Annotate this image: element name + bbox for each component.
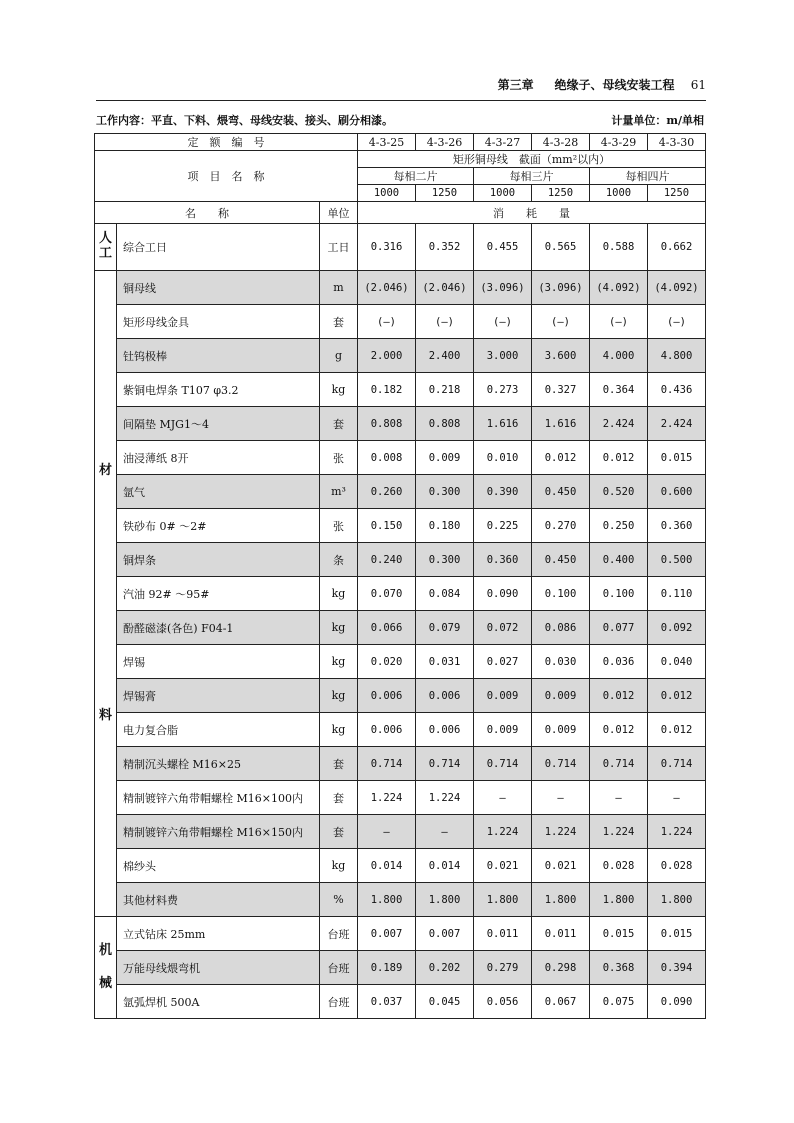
value-cell: 0.006 bbox=[416, 679, 474, 713]
value-cell: — bbox=[416, 815, 474, 849]
value-cell: 1.800 bbox=[474, 883, 532, 917]
value-cell: 0.012 bbox=[648, 713, 706, 747]
value-cell: 1.800 bbox=[590, 883, 648, 917]
item-unit: kg bbox=[320, 645, 358, 679]
item-unit: 套 bbox=[320, 781, 358, 815]
value-cell: 0.110 bbox=[648, 577, 706, 611]
item-name: 矩形母线金具 bbox=[117, 305, 320, 339]
value-cell: 2.424 bbox=[648, 407, 706, 441]
section-cell: 1000 bbox=[358, 185, 416, 202]
value-cell: 1.224 bbox=[590, 815, 648, 849]
item-name: 氩气 bbox=[117, 475, 320, 509]
value-cell: 0.012 bbox=[590, 679, 648, 713]
value-cell: 0.030 bbox=[532, 645, 590, 679]
value-cell: 0.009 bbox=[532, 713, 590, 747]
value-cell: — bbox=[358, 815, 416, 849]
value-cell: 0.079 bbox=[416, 611, 474, 645]
item-name: 精制沉头螺栓 M16×25 bbox=[117, 747, 320, 781]
material-row bbox=[95, 883, 706, 917]
value-cell: 1.800 bbox=[532, 883, 590, 917]
quota-table bbox=[94, 133, 706, 1019]
item-name: 紫铜电焊条 T107 φ3.2 bbox=[117, 373, 320, 407]
value-cell: 0.500 bbox=[648, 543, 706, 577]
value-cell: 0.400 bbox=[590, 543, 648, 577]
material-row bbox=[95, 509, 706, 543]
item-name: 焊锡 bbox=[117, 645, 320, 679]
material-row bbox=[95, 441, 706, 475]
item-unit: % bbox=[320, 883, 358, 917]
value-cell: (—) bbox=[532, 305, 590, 339]
value-cell: 0.012 bbox=[590, 713, 648, 747]
value-cell: 0.010 bbox=[474, 441, 532, 475]
value-cell: 1.224 bbox=[416, 781, 474, 815]
value-cell: 0.240 bbox=[358, 543, 416, 577]
value-cell: 0.006 bbox=[358, 679, 416, 713]
value-cell: 4.000 bbox=[590, 339, 648, 373]
category-label-top: 机 bbox=[98, 942, 112, 958]
value-cell: — bbox=[474, 781, 532, 815]
value-cell: 0.182 bbox=[358, 373, 416, 407]
item-unit: kg bbox=[320, 849, 358, 883]
section-cell: 1000 bbox=[474, 185, 532, 202]
code-cell: 4-3-29 bbox=[590, 134, 648, 151]
measure-unit: 计量单位：m/单相 bbox=[611, 114, 704, 127]
value-cell: 0.015 bbox=[590, 917, 648, 951]
value-cell: 0.390 bbox=[474, 475, 532, 509]
group-cell: 每相三片 bbox=[474, 168, 590, 185]
material-row bbox=[95, 679, 706, 713]
value-cell: 0.066 bbox=[358, 611, 416, 645]
value-cell: (—) bbox=[358, 305, 416, 339]
value-cell: 0.011 bbox=[474, 917, 532, 951]
code-cell: 4-3-30 bbox=[648, 134, 706, 151]
item-unit: m bbox=[320, 271, 358, 305]
value-cell: 0.455 bbox=[474, 224, 532, 271]
category-label-bottom: 械 bbox=[98, 975, 112, 991]
item-name-label: 项 目 名 称 bbox=[95, 151, 358, 202]
category-cell bbox=[95, 271, 117, 917]
value-cell: 0.600 bbox=[648, 475, 706, 509]
item-name: 铁砂布 0# ～2# bbox=[117, 509, 320, 543]
name-column-header: 名 称 bbox=[95, 202, 320, 224]
value-cell: 0.150 bbox=[358, 509, 416, 543]
material-row bbox=[95, 305, 706, 339]
item-unit: m³ bbox=[320, 475, 358, 509]
item-unit: 套 bbox=[320, 305, 358, 339]
value-cell: 0.225 bbox=[474, 509, 532, 543]
unit-column-header: 单位 bbox=[320, 202, 358, 224]
material-row bbox=[95, 475, 706, 509]
value-cell: 0.015 bbox=[648, 917, 706, 951]
material-row bbox=[95, 781, 706, 815]
material-row bbox=[95, 611, 706, 645]
item-unit: 张 bbox=[320, 509, 358, 543]
category-label-bottom: 料 bbox=[98, 707, 112, 723]
group-cell: 每相四片 bbox=[590, 168, 706, 185]
value-cell: 0.714 bbox=[416, 747, 474, 781]
item-name: 综合工日 bbox=[117, 224, 320, 271]
value-cell: (—) bbox=[648, 305, 706, 339]
page-header bbox=[96, 74, 706, 101]
value-cell: 1.800 bbox=[358, 883, 416, 917]
value-cell: 0.300 bbox=[416, 475, 474, 509]
item-name: 棉纱头 bbox=[117, 849, 320, 883]
value-cell: 0.100 bbox=[590, 577, 648, 611]
value-cell: 0.180 bbox=[416, 509, 474, 543]
item-unit: kg bbox=[320, 373, 358, 407]
category-label: 人工 bbox=[98, 231, 112, 261]
value-cell: 0.027 bbox=[474, 645, 532, 679]
item-unit: 工日 bbox=[320, 224, 358, 271]
value-cell: 0.021 bbox=[474, 849, 532, 883]
value-cell: 2.424 bbox=[590, 407, 648, 441]
value-cell: 0.009 bbox=[474, 679, 532, 713]
value-cell: 0.714 bbox=[648, 747, 706, 781]
value-cell: 0.808 bbox=[358, 407, 416, 441]
value-cell: 1.616 bbox=[532, 407, 590, 441]
value-cell: 0.360 bbox=[474, 543, 532, 577]
value-cell: 0.588 bbox=[590, 224, 648, 271]
value-cell: 1.616 bbox=[474, 407, 532, 441]
item-unit: 套 bbox=[320, 815, 358, 849]
value-cell: 1.224 bbox=[358, 781, 416, 815]
busbar-title: 矩形铜母线 截面（mm²以内） bbox=[358, 151, 706, 168]
value-cell: 0.037 bbox=[358, 985, 416, 1019]
value-cell: 0.040 bbox=[648, 645, 706, 679]
material-row bbox=[95, 645, 706, 679]
value-cell: 0.009 bbox=[416, 441, 474, 475]
value-cell: 0.450 bbox=[532, 475, 590, 509]
chapter-label: 第三章 bbox=[497, 78, 534, 92]
material-row bbox=[95, 543, 706, 577]
material-row bbox=[95, 747, 706, 781]
item-name: 焊锡膏 bbox=[117, 679, 320, 713]
value-cell: 0.714 bbox=[590, 747, 648, 781]
value-cell: (2.046) bbox=[358, 271, 416, 305]
value-cell: 0.714 bbox=[532, 747, 590, 781]
value-cell: 0.450 bbox=[532, 543, 590, 577]
material-row bbox=[95, 577, 706, 611]
code-cell: 4-3-28 bbox=[532, 134, 590, 151]
value-cell: — bbox=[532, 781, 590, 815]
item-name: 精制镀锌六角带帽螺栓 M16×150内 bbox=[117, 815, 320, 849]
value-cell: 0.009 bbox=[532, 679, 590, 713]
value-cell: 1.224 bbox=[648, 815, 706, 849]
value-cell: 0.007 bbox=[358, 917, 416, 951]
value-cell: (2.046) bbox=[416, 271, 474, 305]
value-cell: 0.520 bbox=[590, 475, 648, 509]
item-unit: 台班 bbox=[320, 985, 358, 1019]
value-cell: 0.279 bbox=[474, 951, 532, 985]
value-cell: 0.009 bbox=[474, 713, 532, 747]
value-cell: 1.224 bbox=[532, 815, 590, 849]
running-head bbox=[498, 76, 706, 93]
item-unit: g bbox=[320, 339, 358, 373]
labor-row bbox=[95, 224, 706, 271]
value-cell: (4.092) bbox=[590, 271, 648, 305]
value-cell: 1.224 bbox=[474, 815, 532, 849]
value-cell: 0.070 bbox=[358, 577, 416, 611]
value-cell: 0.031 bbox=[416, 645, 474, 679]
value-cell: 0.189 bbox=[358, 951, 416, 985]
item-name: 万能母线煨弯机 bbox=[117, 951, 320, 985]
item-name: 铜母线 bbox=[117, 271, 320, 305]
item-unit: kg bbox=[320, 611, 358, 645]
value-cell: 0.072 bbox=[474, 611, 532, 645]
value-cell: 1.800 bbox=[648, 883, 706, 917]
item-name: 铜焊条 bbox=[117, 543, 320, 577]
group-cell: 每相二片 bbox=[358, 168, 474, 185]
machine-row bbox=[95, 985, 706, 1019]
value-cell: 0.662 bbox=[648, 224, 706, 271]
value-cell: (4.092) bbox=[648, 271, 706, 305]
value-cell: 0.021 bbox=[532, 849, 590, 883]
value-cell: 0.316 bbox=[358, 224, 416, 271]
value-cell: 0.036 bbox=[590, 645, 648, 679]
value-cell: 0.077 bbox=[590, 611, 648, 645]
item-unit: kg bbox=[320, 577, 358, 611]
category-cell bbox=[95, 917, 117, 1019]
category-cell bbox=[95, 224, 117, 271]
value-cell: 0.300 bbox=[416, 543, 474, 577]
section-cell: 1250 bbox=[532, 185, 590, 202]
material-row bbox=[95, 339, 706, 373]
item-unit: 套 bbox=[320, 747, 358, 781]
quota-number-label: 定 额 编 号 bbox=[95, 134, 358, 151]
item-name: 氩弧焊机 500A bbox=[117, 985, 320, 1019]
value-cell: 0.808 bbox=[416, 407, 474, 441]
value-cell: 0.092 bbox=[648, 611, 706, 645]
value-cell: 0.327 bbox=[532, 373, 590, 407]
material-row bbox=[95, 407, 706, 441]
item-name: 间隔垫 MJG1～4 bbox=[117, 407, 320, 441]
value-cell: 0.202 bbox=[416, 951, 474, 985]
material-row bbox=[95, 271, 706, 305]
value-cell: 0.714 bbox=[474, 747, 532, 781]
value-cell: 0.260 bbox=[358, 475, 416, 509]
value-cell: (—) bbox=[416, 305, 474, 339]
item-unit: 张 bbox=[320, 441, 358, 475]
code-row bbox=[95, 134, 706, 151]
value-cell: 0.020 bbox=[358, 645, 416, 679]
value-cell: 3.600 bbox=[532, 339, 590, 373]
material-row bbox=[95, 713, 706, 747]
item-name: 电力复合脂 bbox=[117, 713, 320, 747]
section-cell: 1250 bbox=[416, 185, 474, 202]
value-cell: 0.011 bbox=[532, 917, 590, 951]
value-cell: 0.352 bbox=[416, 224, 474, 271]
value-cell: 3.000 bbox=[474, 339, 532, 373]
item-unit: kg bbox=[320, 679, 358, 713]
value-cell: 0.012 bbox=[532, 441, 590, 475]
consumption-header: 消 耗 量 bbox=[358, 202, 706, 224]
machine-row bbox=[95, 917, 706, 951]
item-unit: 套 bbox=[320, 407, 358, 441]
value-cell: 2.400 bbox=[416, 339, 474, 373]
value-cell: 0.100 bbox=[532, 577, 590, 611]
value-cell: 0.028 bbox=[590, 849, 648, 883]
item-name: 酚醛磁漆(各色) F04-1 bbox=[117, 611, 320, 645]
value-cell: — bbox=[590, 781, 648, 815]
value-cell: 0.270 bbox=[532, 509, 590, 543]
item-unit: 台班 bbox=[320, 951, 358, 985]
item-name: 汽油 92# ～95# bbox=[117, 577, 320, 611]
material-row bbox=[95, 815, 706, 849]
value-cell: 0.028 bbox=[648, 849, 706, 883]
value-cell: 0.090 bbox=[474, 577, 532, 611]
value-cell: 0.086 bbox=[532, 611, 590, 645]
page-number: 61 bbox=[690, 78, 706, 92]
value-cell: 0.007 bbox=[416, 917, 474, 951]
value-cell: 0.012 bbox=[648, 679, 706, 713]
value-cell: 0.250 bbox=[590, 509, 648, 543]
item-name: 钍钨极棒 bbox=[117, 339, 320, 373]
value-cell: 0.565 bbox=[532, 224, 590, 271]
value-cell: 0.006 bbox=[416, 713, 474, 747]
value-cell: 0.008 bbox=[358, 441, 416, 475]
value-cell: 0.360 bbox=[648, 509, 706, 543]
busbar-title-row bbox=[95, 151, 706, 168]
value-cell: 0.015 bbox=[648, 441, 706, 475]
value-cell: 0.218 bbox=[416, 373, 474, 407]
value-cell: 0.714 bbox=[358, 747, 416, 781]
category-label-top: 材 bbox=[98, 462, 112, 478]
section-cell: 1250 bbox=[648, 185, 706, 202]
section-cell: 1000 bbox=[590, 185, 648, 202]
value-cell: 0.075 bbox=[590, 985, 648, 1019]
value-cell: 0.368 bbox=[590, 951, 648, 985]
item-name: 精制镀锌六角带帽螺栓 M16×100内 bbox=[117, 781, 320, 815]
value-cell: 0.012 bbox=[590, 441, 648, 475]
value-cell: (3.096) bbox=[532, 271, 590, 305]
value-cell: 1.800 bbox=[416, 883, 474, 917]
value-cell: (—) bbox=[590, 305, 648, 339]
code-cell: 4-3-27 bbox=[474, 134, 532, 151]
code-cell: 4-3-26 bbox=[416, 134, 474, 151]
value-cell: 0.298 bbox=[532, 951, 590, 985]
value-cell: 0.436 bbox=[648, 373, 706, 407]
item-name: 其他材料费 bbox=[117, 883, 320, 917]
item-unit: kg bbox=[320, 713, 358, 747]
value-cell: 4.800 bbox=[648, 339, 706, 373]
value-cell: 0.056 bbox=[474, 985, 532, 1019]
value-cell: 0.273 bbox=[474, 373, 532, 407]
code-cell: 4-3-25 bbox=[358, 134, 416, 151]
value-cell: 0.045 bbox=[416, 985, 474, 1019]
value-cell: — bbox=[648, 781, 706, 815]
value-cell: 0.084 bbox=[416, 577, 474, 611]
value-cell: 0.006 bbox=[358, 713, 416, 747]
value-cell: 0.090 bbox=[648, 985, 706, 1019]
value-cell: (—) bbox=[474, 305, 532, 339]
value-cell: 0.014 bbox=[358, 849, 416, 883]
value-cell: 0.067 bbox=[532, 985, 590, 1019]
chapter-title: 绝缘子、母线安装工程 bbox=[554, 78, 675, 92]
material-row bbox=[95, 373, 706, 407]
item-unit: 台班 bbox=[320, 917, 358, 951]
item-unit: 条 bbox=[320, 543, 358, 577]
value-cell: (3.096) bbox=[474, 271, 532, 305]
value-cell: 0.364 bbox=[590, 373, 648, 407]
material-row bbox=[95, 849, 706, 883]
value-cell: 0.014 bbox=[416, 849, 474, 883]
item-name: 油浸薄纸 8开 bbox=[117, 441, 320, 475]
work-content: 工作内容：平直、下料、煨弯、母线安装、接头、刷分相漆。 bbox=[96, 114, 393, 127]
column-header-row bbox=[95, 202, 706, 224]
machine-row bbox=[95, 951, 706, 985]
value-cell: 2.000 bbox=[358, 339, 416, 373]
item-name: 立式钻床 25mm bbox=[117, 917, 320, 951]
value-cell: 0.394 bbox=[648, 951, 706, 985]
